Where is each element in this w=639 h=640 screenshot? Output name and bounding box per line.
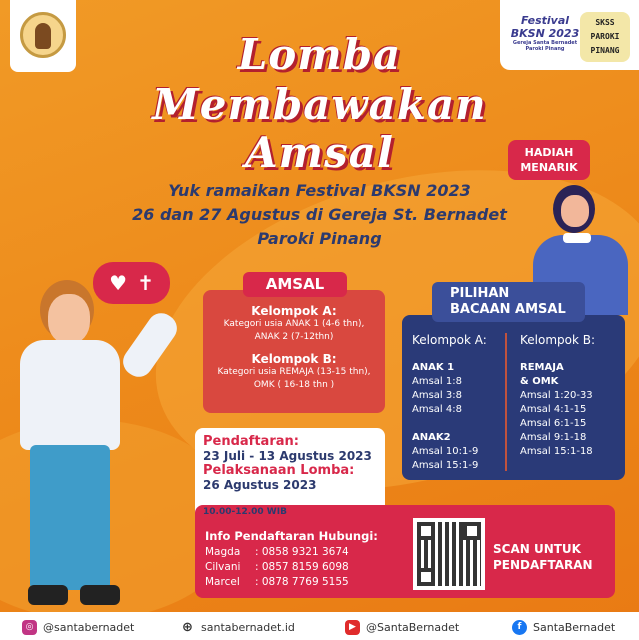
registration-dates: 23 Juli - 13 Agustus 2023 xyxy=(203,449,372,463)
festival-logo-text: Festival xyxy=(520,14,570,27)
cross-icon: ✝ xyxy=(137,271,154,295)
youtube-icon: ▶ xyxy=(345,620,360,635)
reading-item: Amsal 3:8 xyxy=(412,390,462,401)
group-a-desc: Kategori usia ANAK 1 (4-6 thn), ANAK 2 (7-12thn) xyxy=(223,319,365,342)
festival-logo-text: Gereja Santa Bernadet xyxy=(512,40,578,46)
reading-item: Amsal 1:8 xyxy=(412,376,462,387)
reading-item: Amsal 4:8 xyxy=(412,404,462,415)
hadiah-text: HADIAH xyxy=(524,146,574,159)
col-a-list xyxy=(412,361,478,473)
youtube-handle: @SantaBernadet xyxy=(366,620,460,634)
contact-name: Magda xyxy=(205,546,241,558)
footer-youtube[interactable] xyxy=(345,614,459,640)
contact-box xyxy=(195,505,615,598)
reading-group-label: & OMK xyxy=(520,376,559,387)
contact-phone[interactable]: : 0878 7769 5155 xyxy=(255,576,349,588)
amsal-tab: AMSAL xyxy=(243,272,347,297)
reading-group-label: ANAK 1 xyxy=(412,362,455,373)
skss-text: PAROKI xyxy=(590,32,620,41)
reading-item: Amsal 10:1-9 xyxy=(412,446,479,457)
heart-icon: ♥ xyxy=(109,271,128,295)
facebook-page: SantaBernadet xyxy=(533,620,616,634)
instagram-handle: @santabernadet xyxy=(43,620,135,634)
footer-instagram[interactable] xyxy=(22,614,134,640)
instagram-icon: ◎ xyxy=(22,620,37,635)
bacaan-tab xyxy=(432,282,585,322)
festival-logo-text: Paroki Pinang xyxy=(525,46,565,52)
contact-item xyxy=(205,575,349,590)
title-line: Amsal xyxy=(245,128,394,177)
reading-item: Amsal 4:1-15 xyxy=(520,404,587,415)
contact-name: Marcel xyxy=(205,576,240,588)
reading-item: Amsal 15:1-9 xyxy=(412,460,479,471)
hadiah-text: MENARIK xyxy=(520,161,578,174)
qr-code[interactable] xyxy=(413,518,485,590)
event-time: 10.00-12.00 WIB xyxy=(203,507,287,517)
contact-item xyxy=(205,545,349,560)
hadiah-bubble xyxy=(508,140,590,180)
event-label: Pelaksanaan Lomba: xyxy=(203,463,355,478)
skss-text: PINANG xyxy=(590,46,620,55)
column-divider xyxy=(505,333,507,471)
reading-item: Amsal 1:20-33 xyxy=(520,390,593,401)
scan-text: PENDAFTARAN xyxy=(493,558,593,572)
col-b-title: Kelompok B: xyxy=(520,333,596,347)
scan-text: SCAN UNTUK xyxy=(493,542,581,556)
contact-phone[interactable]: : 0858 9321 3674 xyxy=(255,546,349,558)
contact-title: Info Pendaftaran Hubungi: xyxy=(205,529,378,543)
subtitle-line: 26 dan 27 Agustus di Gereja St. Bernadet xyxy=(132,205,507,224)
group-a-title: Kelompok A: xyxy=(251,304,337,318)
group-b-title: Kelompok B: xyxy=(251,352,337,366)
bacaan-box xyxy=(402,315,625,480)
festival-logo-text: BKSN 2023 xyxy=(510,27,580,40)
title-line: Lomba xyxy=(237,30,402,79)
reading-item: Amsal 9:1-18 xyxy=(520,432,587,443)
col-a-title: Kelompok A: xyxy=(412,333,487,347)
reading-group-label: REMAJA xyxy=(520,362,564,373)
title-line: Membawakan xyxy=(152,80,487,129)
contact-name: Cilvani xyxy=(205,561,241,573)
registration-label: Pendaftaran: xyxy=(203,434,299,449)
footer-facebook[interactable] xyxy=(512,614,615,640)
subtitle-line: Paroki Pinang xyxy=(257,229,382,248)
group-b-desc: Kategori usia REMAJA (13-15 thn), OMK ( 16-18 thn ) xyxy=(217,367,371,390)
boy-illustration xyxy=(10,280,180,615)
col-b-list xyxy=(520,361,593,459)
scan-label xyxy=(493,541,593,573)
contact-phone[interactable]: : 0857 8159 6098 xyxy=(255,561,349,573)
reading-group-label xyxy=(412,417,478,431)
contact-item xyxy=(205,560,349,575)
reading-group-label: ANAK2 xyxy=(412,432,451,443)
bacaan-tab-text: PILIHAN xyxy=(450,286,510,301)
reading-item: Amsal 6:1-15 xyxy=(520,418,587,429)
event-date: 26 Agustus 2023 xyxy=(203,478,317,492)
reading-item: Amsal 15:1-18 xyxy=(520,446,593,457)
bacaan-tab-text: BACAAN AMSAL xyxy=(450,302,566,317)
subtitle-line: Yuk ramaikan Festival BKSN 2023 xyxy=(168,181,471,200)
globe-icon: ⊕ xyxy=(182,619,193,635)
website-url: santabernadet.id xyxy=(201,620,295,634)
amsal-box xyxy=(203,290,385,413)
skss-text: SKSS xyxy=(595,18,615,27)
facebook-icon: f xyxy=(512,620,527,635)
contact-list xyxy=(205,545,349,590)
footer-website[interactable] xyxy=(180,614,295,640)
